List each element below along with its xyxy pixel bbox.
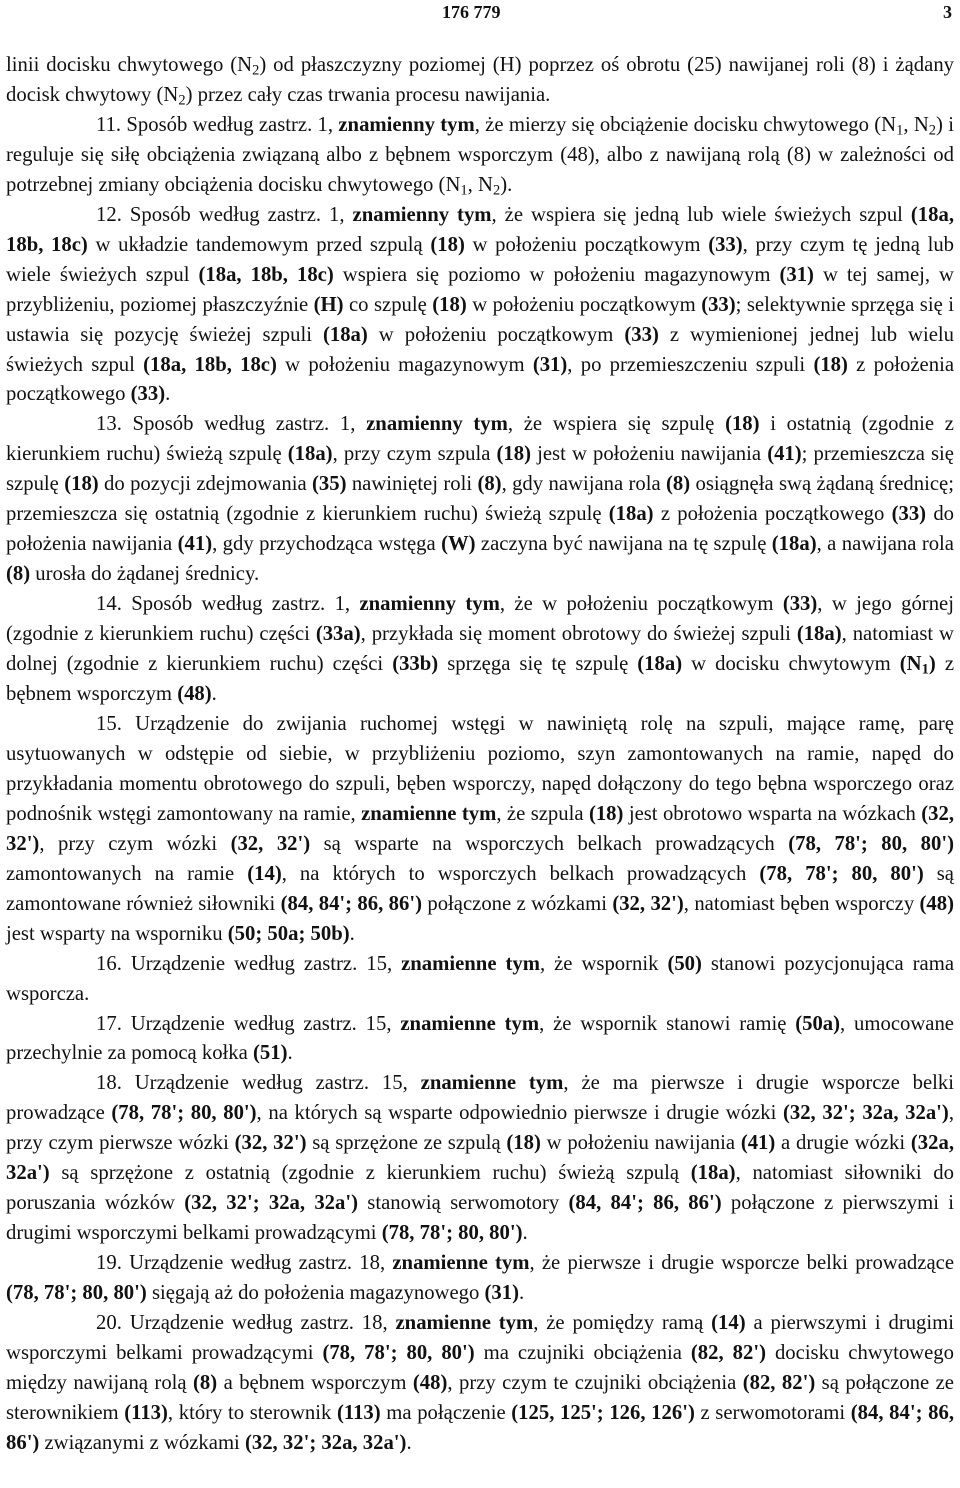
claim-paragraph: 13. Sposób według zastrz. 1, znamienny tym, że wspiera się szpulę (18) i ostatnią (zgodnie z kierunkiem ruchu) świeżą szpulę (18a), przy czym szpula (18) jest w położeniu nawijania (41); przemieszcza się szpulę (18) do pozycji zdejmowania (35) nawiniętej roli (8), gdy nawijana rola (8) osiągnęła swą żądaną średnicę; przemieszcza się ostatnią (zgodnie z kierunkiem ruchu) świeżą szpulę (18a) z położenia początkowego (33) do położenia nawijania (41), gdy przychodząca wstęga (W) zaczyna być nawijana na tę szpulę (18a), a nawijana rola (8) urosła do żądanej średnicy. bbox=[6, 413, 955, 586]
claim-paragraph: 16. Urządzenie według zastrz. 15, znamienne tym, że wspornik (50) stanowi pozycjonująca rama wsporcza. bbox=[6, 952, 955, 1005]
claim-paragraph: 17. Urządzenie według zastrz. 15, znamienne tym, że wspornik stanowi ramię (50a), umocowane przechylnie za pomocą kołka (51). bbox=[6, 1012, 954, 1065]
claim-continuation: linii docisku chwytowego $(N_2)$ od płaszczyzny poziomej (H) poprzez oś obrotu (25) nawijanej roli (8) i żądany docisk chwytowy $(N_2)$ przez cały czas trwania procesu nawijania. bbox=[6, 54, 955, 109]
claims-text bbox=[6, 51, 954, 1459]
claim-paragraph: 19. Urządzenie według zastrz. 18, znamienne tym, że pierwsze i drugie wsporcze belki prowadzące (78, 78'; 80, 80') sięgają aż do położenia magazynowego (31). bbox=[6, 1252, 955, 1305]
page-number: 3 bbox=[943, 2, 952, 22]
claim-paragraph: 11. Sposób według zastrz. 1, znamienny tym, że mierzy się obciążenie docisku chwytowego ($N_1$, $N_2$) i reguluje się siłę obciążenia związaną albo z bębnem wsporczym (48), albo z nawijaną rolą (8) w zależności od potrzebnej zmiany obciążenia docisku chwytowego ($N_1$, $N_2$). bbox=[6, 113, 954, 199]
claim-paragraph: 15. Urządzenie do zwijania ruchomej wstęgi w nawiniętą rolę na szpuli, mające ramę, parę usytuowanych w odstępie od siebie, w przybliżeniu poziomo, szyn zamontowanych na ramie, napęd do przykładania momentu obrotowego do szpuli, bęben wsporczy, napęd dołączony do tego bębna wsporczego oraz podnośnik wstęgi zamontowany na ramie, znamienne tym, że szpula (18) jest obrotowo wsparta na wózkach (32, 32'), przy czym wózki (32, 32') są wsparte na wsporczych belkach prowadzących (78, 78'; 80, 80') zamontowanych na ramie (14), na których to wsporczych belkach prowadzących (78, 78'; 80, 80') są zamontowane również siłowniki (84, 84'; 86, 86') połączone z wózkami (32, 32'), natomiast bęben wsporczy (48) jest wsparty na wsporniku (50; 50a; 50b). bbox=[6, 712, 954, 945]
page-header bbox=[6, 0, 954, 30]
claim-paragraph: 12. Sposób według zastrz. 1, znamienny tym, że wspiera się jedną lub wiele świeżych szpul (18a, 18b, 18c) w układzie tandemowym przed szpulą (18) w położeniu początkowym (33), przy czym tę jedną lub wiele świeżych szpul (18a, 18b, 18c) wspiera się poziomo w położeniu magazynowym (31) w tej samej, w przybliżeniu, poziomej płaszczyźnie (H) co szpulę (18) w położeniu początkowym (33); selektywnie sprzęga się i ustawia się pozycję świeżej szpuli (18a) w położeniu początkowym (33) z wymienionej jednej lub wielu świeżych szpul (18a, 18b, 18c) w położeniu magazynowym (31), po przemieszczeniu szpuli (18) z położenia początkowego (33). bbox=[6, 203, 955, 406]
document-page bbox=[6, 0, 954, 1459]
claim-paragraph: 18. Urządzenie według zastrz. 15, znamienne tym, że ma pierwsze i drugie wsporcze belki prowadzące (78, 78'; 80, 80'), na których są wsparte odpowiednio pierwsze i drugie wózki (32, 32'; 32a, 32a'), przy czym pierwsze wózki (32, 32') są sprzężone ze szpulą (18) w położeniu nawijania (41) a drugie wózki (32a, 32a') są sprzężone z ostatnią (zgodnie z kierunkiem ruchu) świeżą szpulą (18a), natomiast siłowniki do poruszania wózków (32, 32'; 32a, 32a') stanowią serwomotory (84, 84'; 86, 86') połączone z pierwszymi i drugimi wsporczymi belkami prowadzącymi (78, 78'; 80, 80'). bbox=[6, 1072, 955, 1245]
claim-paragraph: 20. Urządzenie według zastrz. 18, znamienne tym, że pomiędzy ramą (14) a pierwszymi i drugimi wsporczymi belkami prowadzącymi (78, 78'; 80, 80') ma czujniki obciążenia (82, 82') docisku chwytowego między nawijaną rolą (8) a bębnem wsporczym (48), przy czym te czujniki obciążenia (82, 82') są połączone ze sterownikiem (113), który to sterownik (113) ma połączenie (125, 125'; 126, 126') z serwomotorami (84, 84'; 86, 86') związanymi z wózkami (32, 32'; 32a, 32a'). bbox=[6, 1312, 954, 1454]
claim-paragraph: 14. Sposób według zastrz. 1, znamienny tym, że w położeniu początkowym (33), w jego górnej (zgodnie z kierunkiem ruchu) części (33a), przykłada się moment obrotowy do świeżej szpuli (18a), natomiast w dolnej (zgodnie z kierunkiem ruchu) części (33b) sprzęga się tę szpulę (18a) w docisku chwytowym $(N_1)$ z bębnem wsporczym (48). bbox=[6, 593, 954, 706]
patent-number: 176 779 bbox=[442, 2, 501, 22]
